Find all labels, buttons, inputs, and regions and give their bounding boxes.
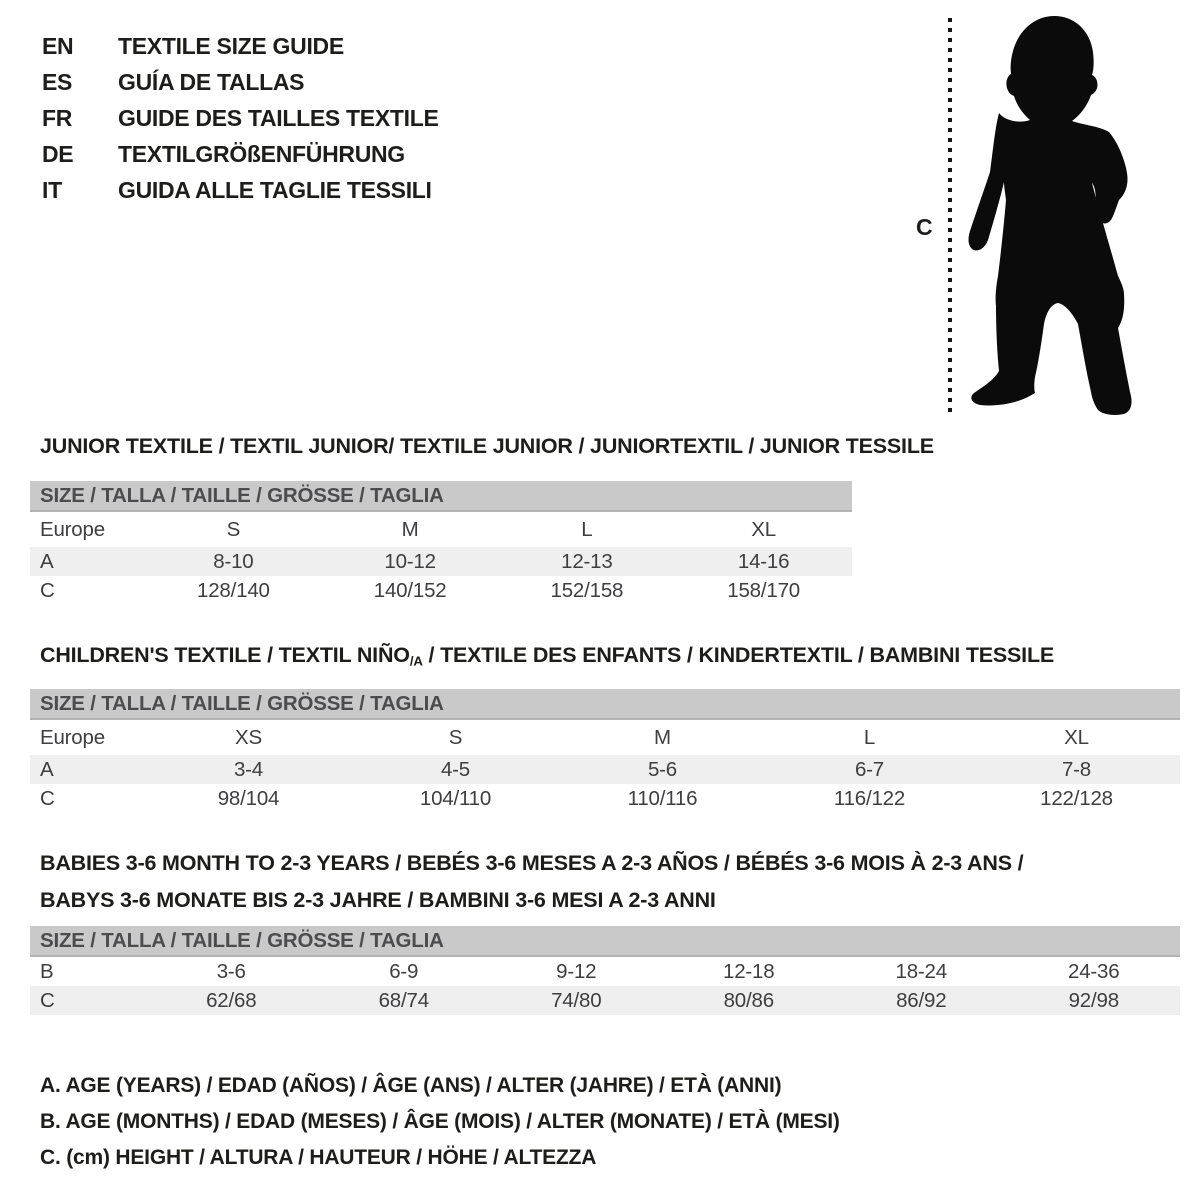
- table-row: [30, 547, 852, 576]
- table-cell: 92/98: [1068, 988, 1119, 1012]
- table-cell: 6-7: [854, 757, 885, 781]
- table-cell: 3-6: [216, 959, 246, 983]
- region-label: Europe: [40, 725, 105, 749]
- children-title-part2: / TEXTILE DES ENFANTS / KINDERTEXTIL / BAMBINI TESSILE: [422, 643, 1055, 667]
- legend-line-a: A. AGE (YEARS) / EDAD (AÑOS) / ÂGE (ANS) / ALTER (JAHRE) / ETÀ (ANNI): [40, 1074, 782, 1097]
- guide-title: GUIDE DES TAILLES TEXTILE: [118, 104, 439, 131]
- language-title-block: [42, 28, 439, 208]
- lang-code: IT: [42, 176, 62, 203]
- table-cell: 62/68: [206, 988, 257, 1012]
- babies-title-line2: BABYS 3-6 MONATE BIS 2-3 JAHRE / BAMBINI 3-6 MESI A 2-3 ANNI: [40, 888, 716, 912]
- region-label: Europe: [40, 517, 105, 541]
- measurement-legend: [40, 1068, 840, 1176]
- legend-line-b: B. AGE (MONTHS) / EDAD (MESES) / ÂGE (MOIS) / ALTER (MONATE) / ETÀ (MESI): [40, 1110, 840, 1133]
- babies-size-table: [30, 926, 1180, 1015]
- size-column-header: XL: [751, 517, 776, 541]
- table-cell: 14-16: [737, 549, 790, 573]
- table-cell: 7-8: [1061, 757, 1092, 781]
- table-cell: 98/104: [217, 786, 280, 810]
- size-column-header: M: [401, 517, 419, 541]
- height-measure-line: [948, 18, 952, 416]
- table-cell: 8-10: [213, 549, 254, 573]
- table-cell: 6-9: [389, 959, 419, 983]
- lang-code: EN: [42, 32, 74, 59]
- size-column-header: XL: [1064, 725, 1089, 749]
- legend-line-c: C. (cm) HEIGHT / ALTURA / HAUTEUR / HÖHE / ALTEZZA: [40, 1146, 597, 1169]
- table-row: [30, 986, 1180, 1015]
- lang-row-en: [42, 28, 439, 64]
- table-cell: 110/116: [627, 786, 698, 810]
- children-title-part1: CHILDREN'S TEXTILE / TEXTIL NIÑO: [40, 643, 410, 667]
- guide-title: TEXTILE SIZE GUIDE: [118, 32, 344, 59]
- row-label: B: [40, 959, 54, 983]
- children-size-header-bar: SIZE / TALLA / TAILLE / GRÖSSE / TAGLIA: [30, 689, 1180, 720]
- row-label: C: [40, 578, 55, 602]
- table-cell: 128/140: [197, 578, 270, 602]
- table-cell: 3-4: [233, 757, 264, 781]
- table-cell: 122/128: [1040, 786, 1113, 810]
- lang-code: ES: [42, 68, 73, 95]
- junior-columns-header: [30, 512, 852, 547]
- row-label: A: [40, 549, 54, 573]
- size-column-header: L: [581, 517, 593, 541]
- table-row: [30, 957, 1180, 986]
- table-cell: 152/158: [550, 578, 624, 602]
- table-cell: 12-18: [723, 959, 775, 983]
- lang-row-es: [42, 64, 439, 100]
- size-column-header: M: [654, 725, 671, 749]
- table-row: [30, 755, 1180, 784]
- size-column-header: S: [226, 517, 241, 541]
- lang-code: FR: [42, 104, 73, 131]
- table-cell: 12-13: [561, 549, 613, 573]
- table-cell: 74/80: [551, 988, 602, 1012]
- table-cell: 9-12: [556, 959, 597, 983]
- table-cell: 5-6: [647, 757, 678, 781]
- children-size-table: [30, 689, 1180, 813]
- lang-row-fr: [42, 100, 439, 136]
- table-cell: 18-24: [895, 959, 947, 983]
- children-columns-header: [30, 720, 1180, 755]
- table-cell: 140/152: [373, 578, 447, 602]
- guide-title: TEXTILGRÖßENFÜHRUNG: [118, 140, 405, 167]
- junior-size-header-bar: SIZE / TALLA / TAILLE / GRÖSSE / TAGLIA: [30, 481, 852, 512]
- junior-section-title: JUNIOR TEXTILE / TEXTIL JUNIOR/ TEXTILE JUNIOR / JUNIORTEXTIL / JUNIOR TESSILE: [40, 434, 934, 458]
- table-cell: 86/92: [896, 988, 947, 1012]
- toddler-silhouette-icon: [966, 14, 1136, 419]
- table-row: [30, 576, 852, 605]
- table-cell: 10-12: [384, 549, 436, 573]
- table-row: [30, 784, 1180, 813]
- table-cell: 4-5: [440, 757, 471, 781]
- size-column-header: S: [448, 725, 463, 749]
- row-label: A: [40, 757, 54, 781]
- babies-section-title: [40, 845, 1023, 919]
- row-label: C: [40, 988, 55, 1012]
- table-cell: 116/122: [833, 786, 906, 810]
- guide-title: GUIDA ALLE TAGLIE TESSILI: [118, 176, 432, 203]
- size-column-header: XS: [235, 725, 262, 749]
- table-cell: 158/170: [727, 578, 800, 602]
- row-label: C: [40, 786, 55, 810]
- table-cell: 80/86: [723, 988, 774, 1012]
- lang-code: DE: [42, 140, 74, 167]
- lang-row-de: [42, 136, 439, 172]
- children-section-title: [40, 643, 1054, 669]
- height-measure-label: C: [916, 214, 933, 240]
- lang-row-it: [42, 172, 439, 208]
- table-cell: 104/110: [419, 786, 492, 810]
- table-cell: 24-36: [1068, 959, 1120, 983]
- table-cell: 68/74: [378, 988, 429, 1012]
- babies-title-line1: BABIES 3-6 MONTH TO 2-3 YEARS / BEBÉS 3-6 MESES A 2-3 AÑOS / BÉBÉS 3-6 MOIS À 2-3 ANS /: [40, 851, 1024, 875]
- babies-size-header-bar: SIZE / TALLA / TAILLE / GRÖSSE / TAGLIA: [30, 926, 1180, 957]
- guide-title: GUÍA DE TALLAS: [118, 68, 305, 95]
- children-title-subscript: /A: [409, 653, 423, 669]
- junior-size-table: [30, 481, 852, 605]
- size-column-header: L: [863, 725, 876, 749]
